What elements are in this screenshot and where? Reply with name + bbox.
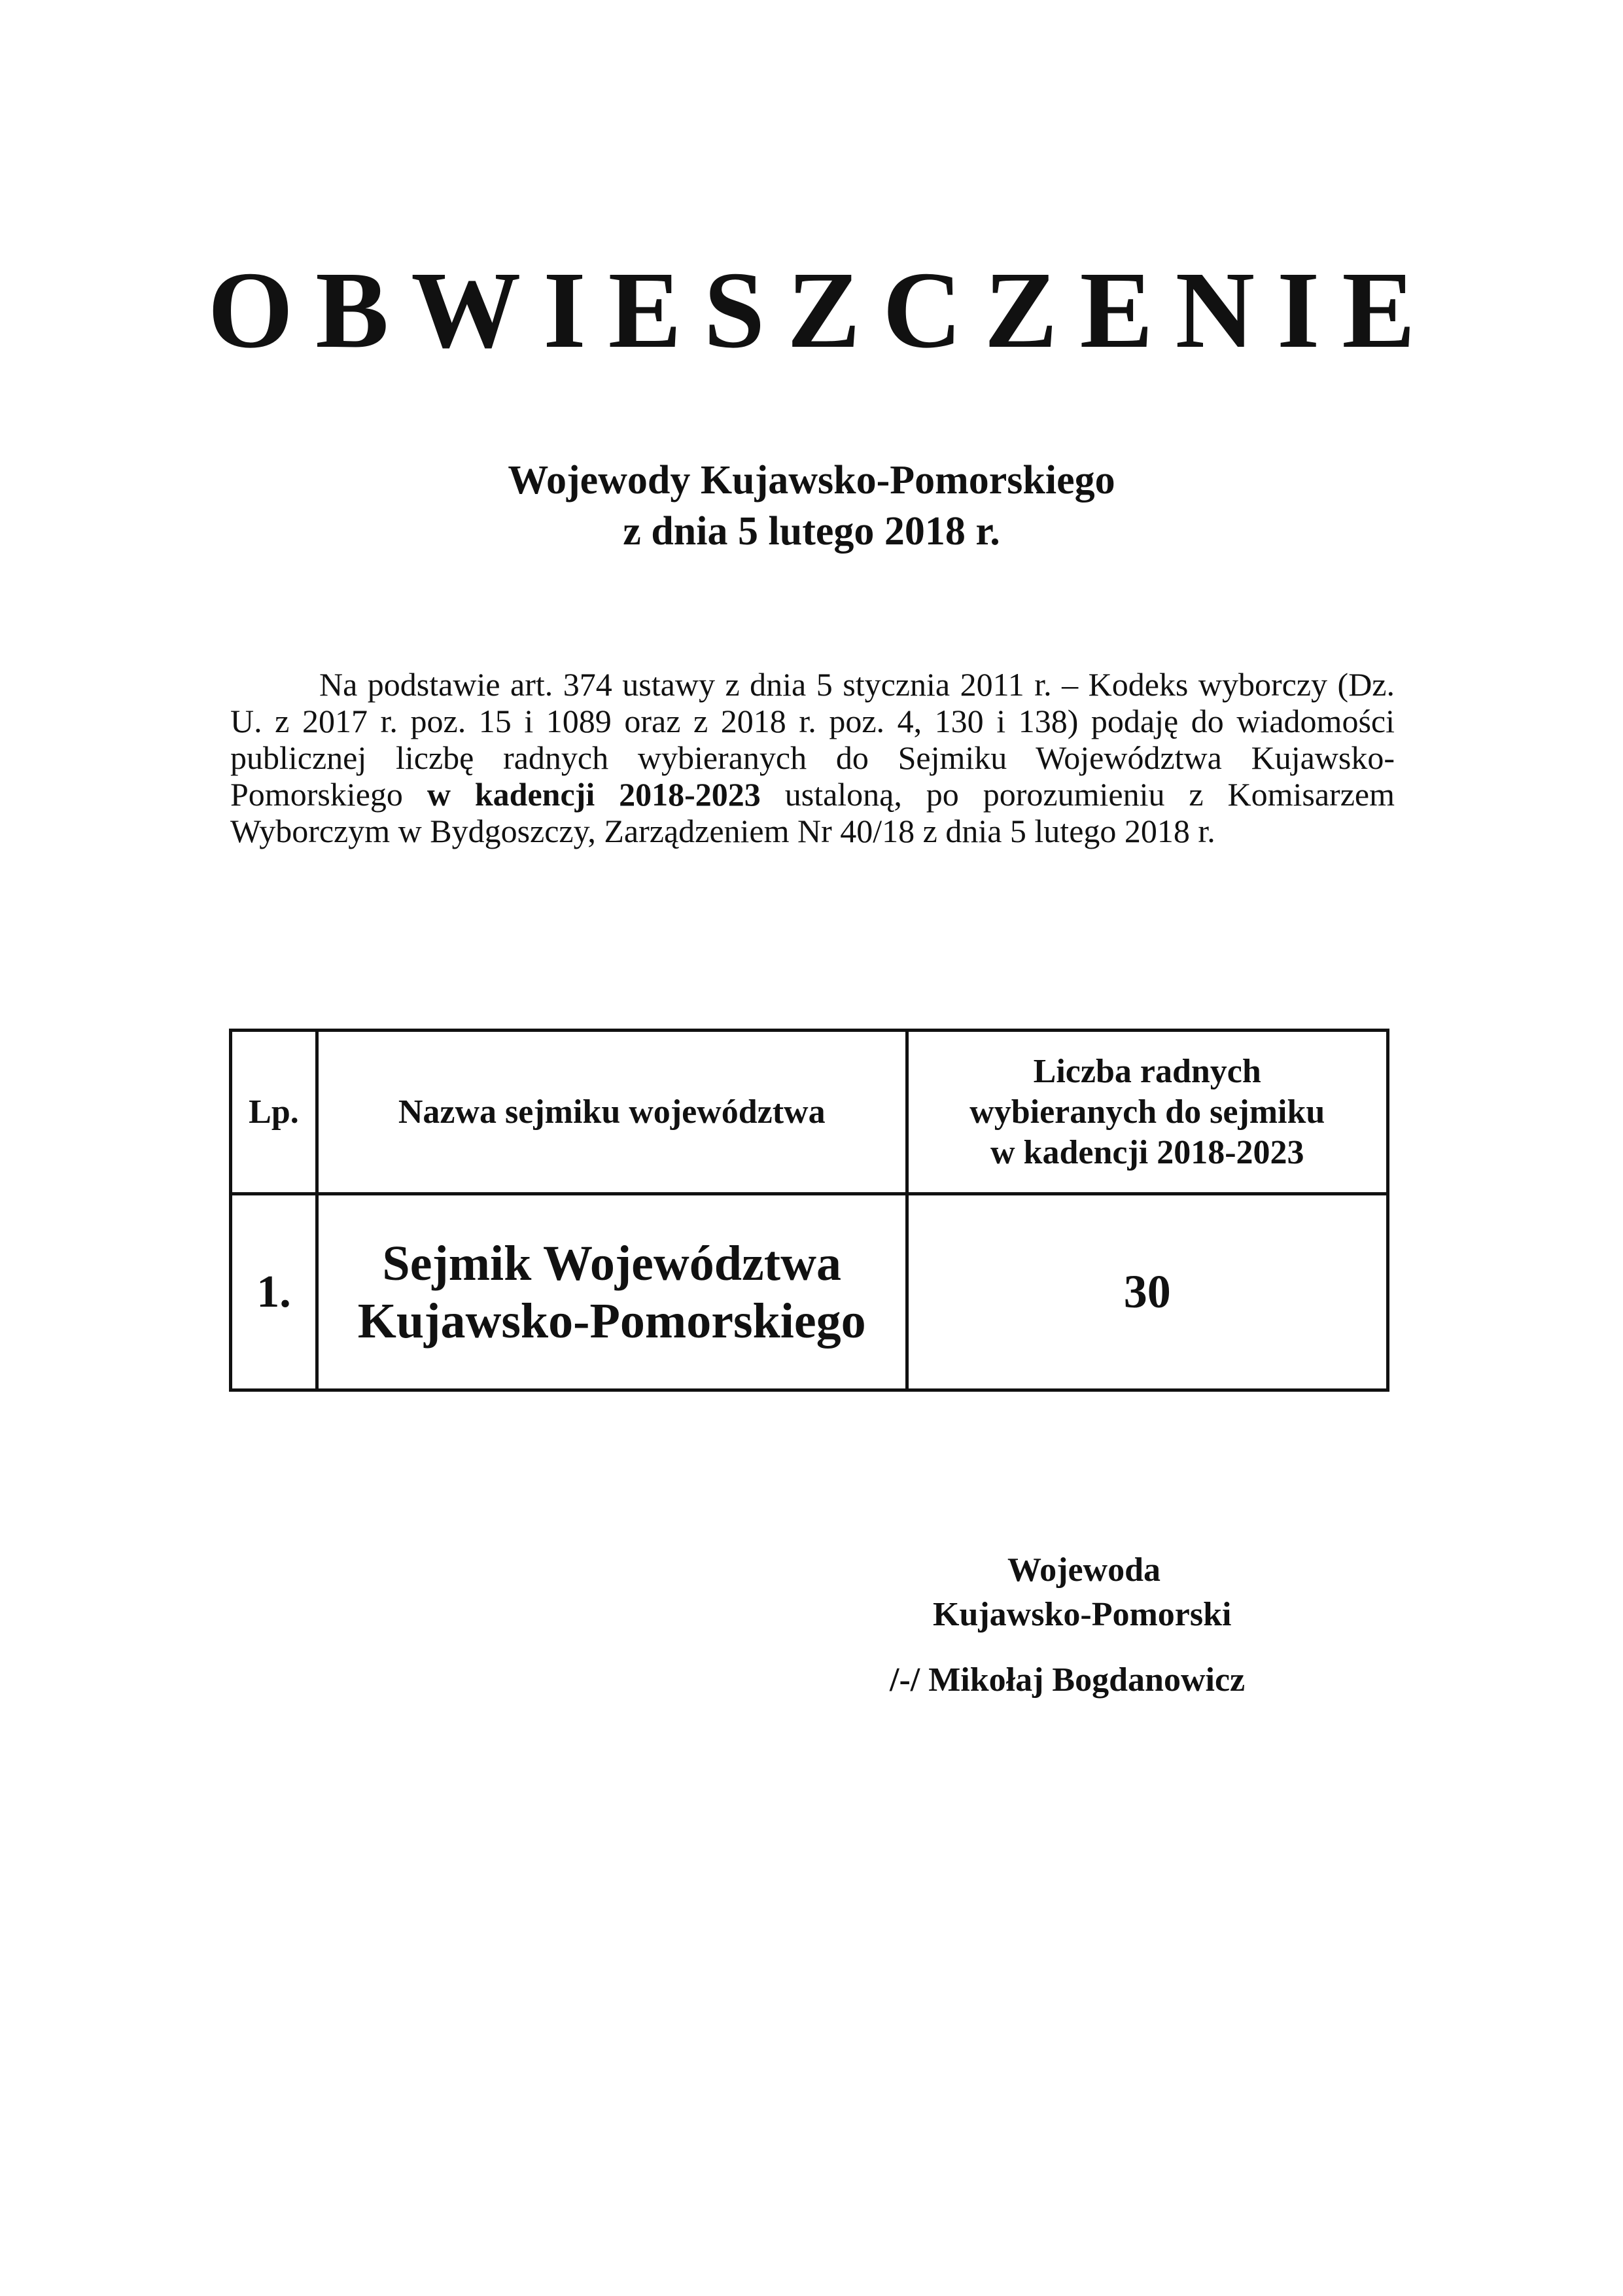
body-text-part1: Na podstawie art. 374 ustawy z dnia 5 stycznia 2011 r. – Kodeks wyborczy (Dz. U. z 2017 r. poz. 15 i 1089 oraz z 2018 r. poz. 4, 130 i 138) podaję do wiadomości publicznej liczbę radnych wybieranych do Sejmiku Województwa Kujawsko-Pomorskiego [230,666,1395,813]
signature-region: Kujawsko-Pomorski [933,1596,1232,1633]
header-count-line1: Liczba radnych [1033,1052,1261,1090]
body-text-part2: ustaloną, po porozumieniu z Komisarzem Wyborczym w Bydgoszczy, Zarządzeniem Nr 40/18 z dnia 5 lutego 2018 r. [230,776,1395,849]
councillors-table [229,1029,1389,1392]
header-count-line2: wybieranych do sejmiku [969,1093,1325,1131]
signature-title: Wojewoda [1007,1551,1161,1589]
cell-lp: 1. [231,1194,317,1390]
cell-name-line1: Sejmik Województwa [382,1235,841,1291]
issuer-line: Wojewody Kujawsko-Pomorskiego [508,458,1115,503]
table-row [231,1194,1388,1390]
cell-count: 30 [907,1194,1388,1390]
signature-name: /-/ Mikołaj Bogdanowicz [890,1661,1246,1699]
announcement-body [230,666,1395,849]
table-header-row [231,1031,1388,1194]
header-count [907,1031,1388,1194]
document-title: OBWIESZCZENIE [207,249,1438,371]
date-line: z dnia 5 lutego 2018 r. [623,509,1000,554]
document-subtitle [0,455,1623,557]
announcement-paragraph [230,666,1395,849]
cell-name [317,1194,907,1390]
header-lp: Lp. [231,1031,317,1194]
body-text-bold: w kadencji 2018-2023 [427,776,761,813]
header-name: Nazwa sejmiku województwa [317,1031,907,1194]
header-count-line3: w kadencji 2018-2023 [990,1133,1304,1171]
cell-name-line2: Kujawsko-Pomorskiego [357,1293,866,1349]
